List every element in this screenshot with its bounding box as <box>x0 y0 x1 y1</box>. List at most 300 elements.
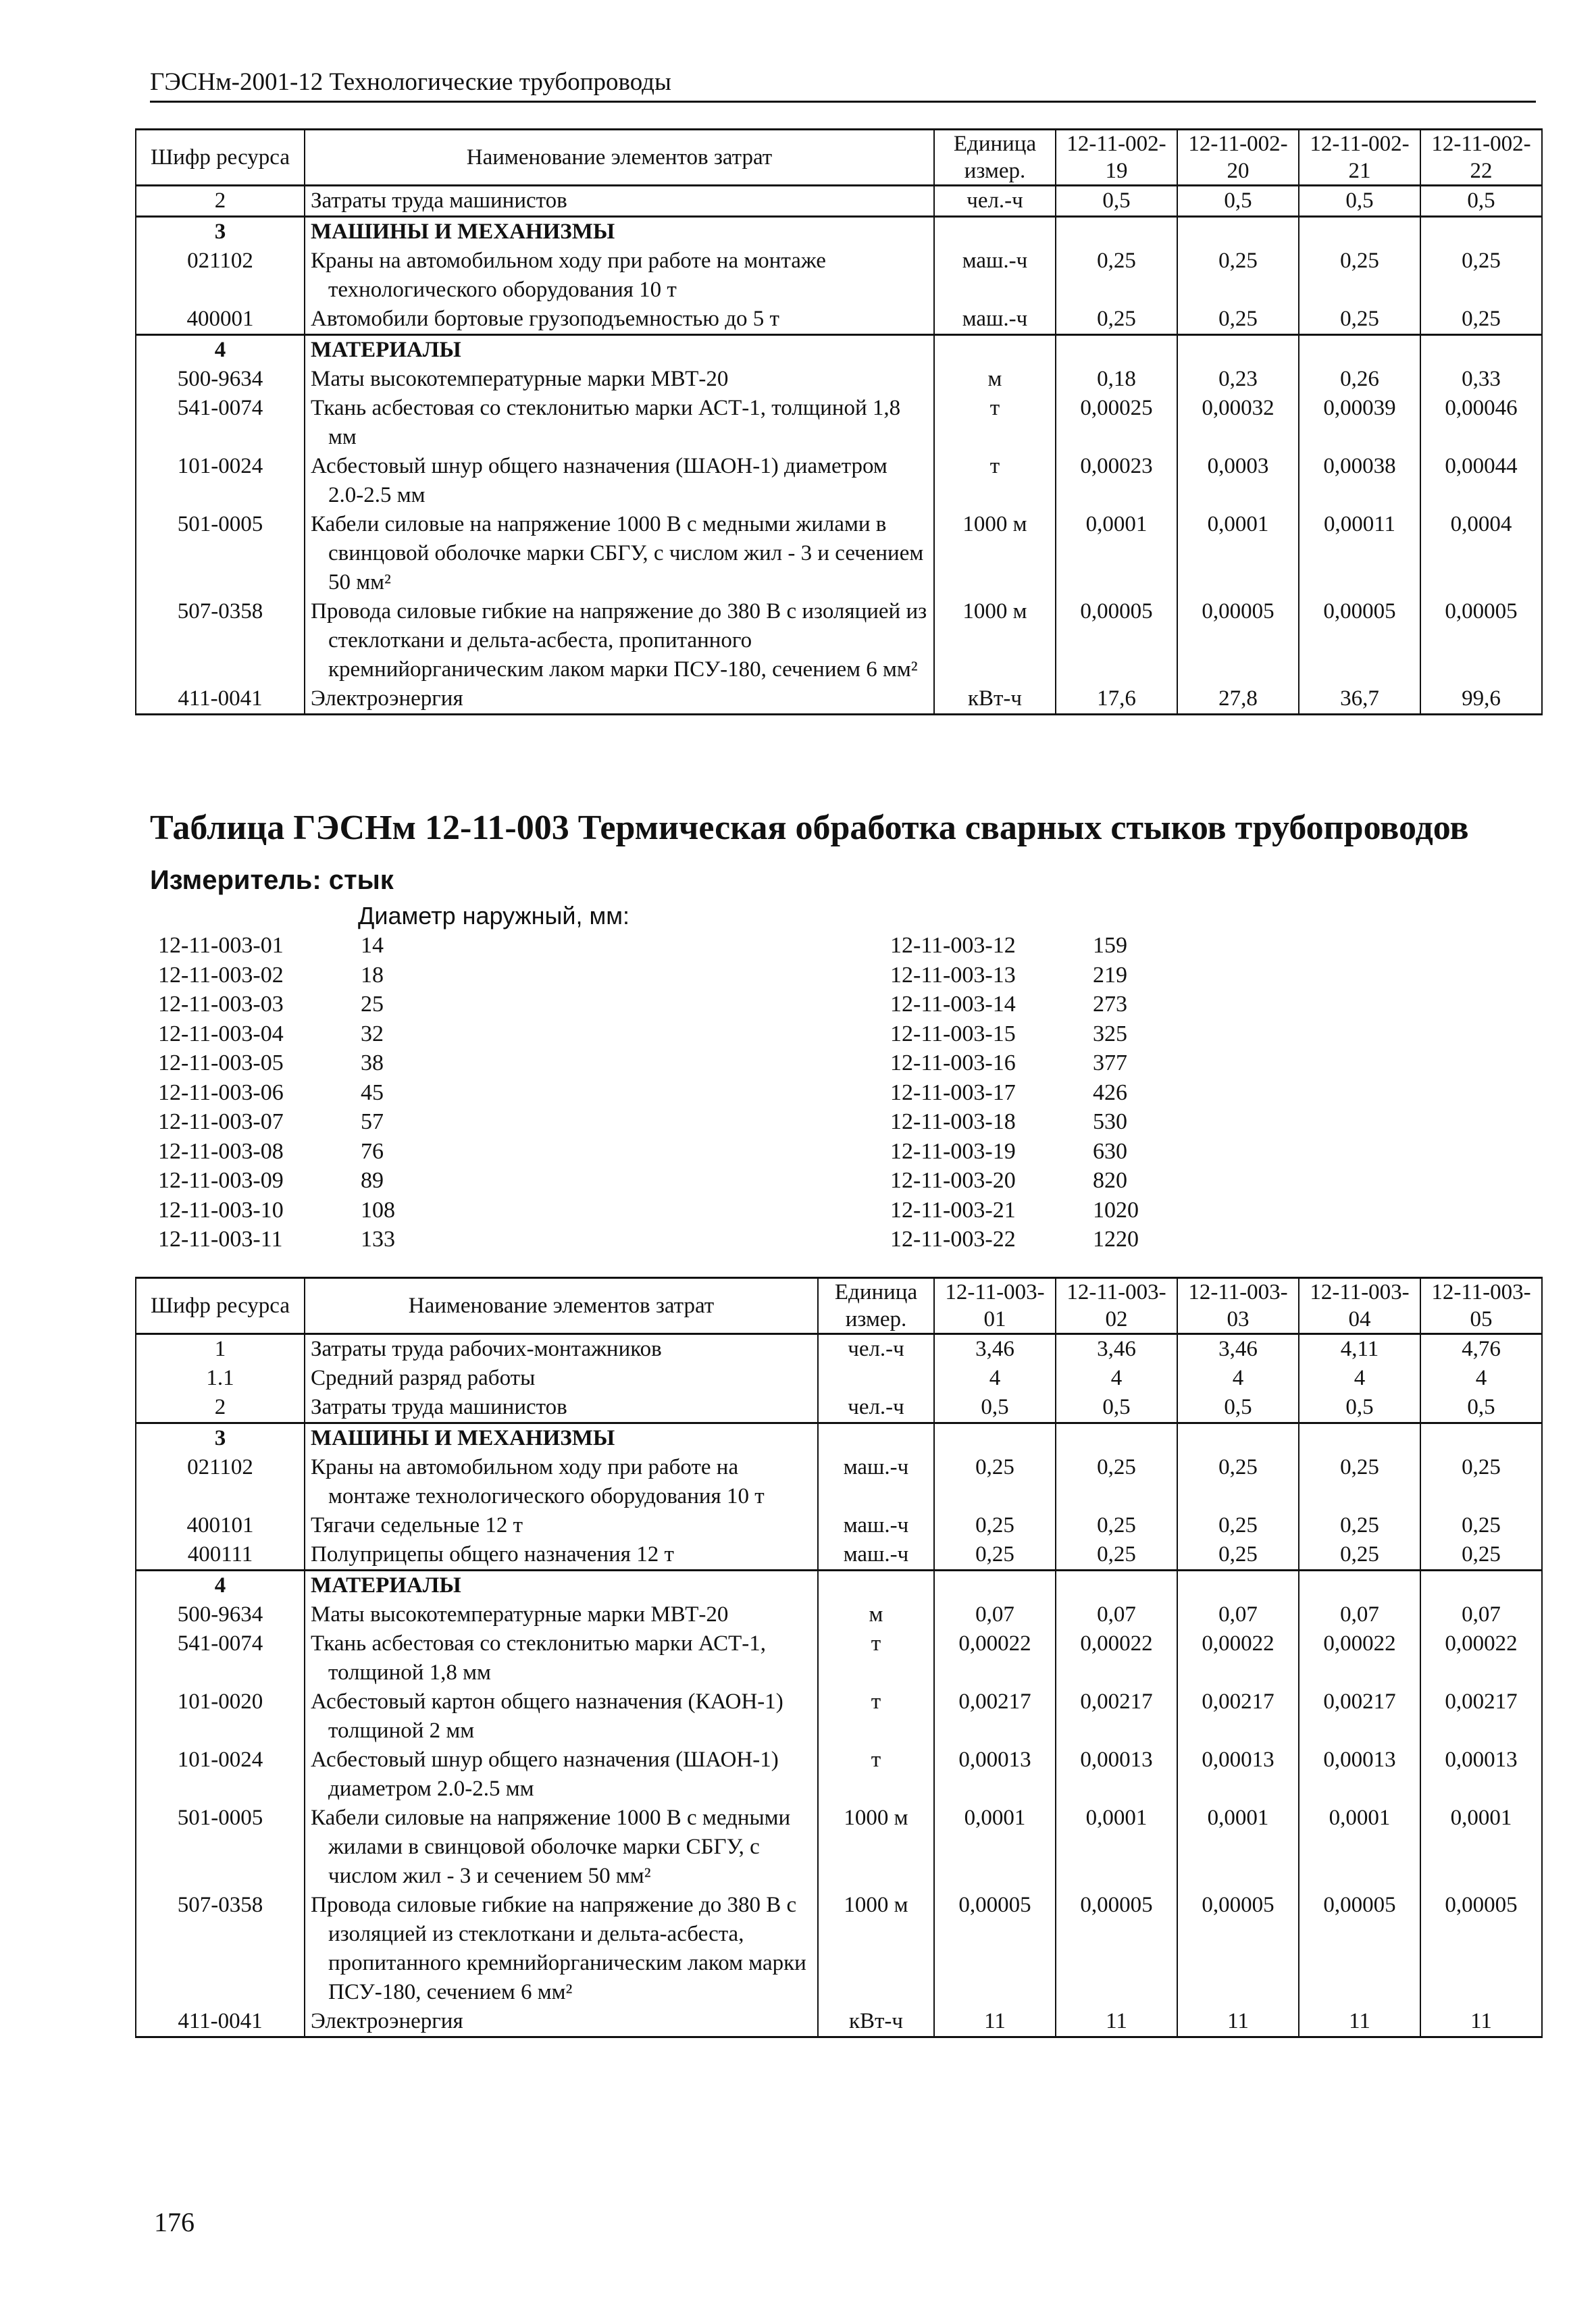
norm-code: 12-11-003-01 <box>158 933 284 958</box>
cost-item-label: Провода силовые гибкие на напряжение до 380 В с изоляцией из стеклоткани и дельта-асбеста, пропитанного кремнийорганическим лаком марки ПСУ-180, сечением 6 мм² <box>311 1893 806 2004</box>
value-cell: 4,76 <box>1420 1334 1542 1365</box>
value-cell: 0,00022 <box>1420 1629 1542 1687</box>
resource-code: 3 <box>136 1423 305 1454</box>
diameter-list-left <box>158 931 395 1254</box>
table-row <box>136 1571 1542 1601</box>
diameter-row <box>890 1107 1139 1137</box>
diameter-value: 1220 <box>1093 1227 1139 1252</box>
diameter-row <box>890 990 1139 1019</box>
value-cell: 17,6 <box>1056 684 1177 715</box>
cost-item-name <box>305 1453 818 1511</box>
diameter-value: 426 <box>1093 1079 1127 1105</box>
header-unit: Единица измер. <box>934 130 1056 186</box>
value-cell: 11 <box>1299 2007 1420 2037</box>
diameter-value: 820 <box>1093 1168 1127 1193</box>
unit-cell: кВт-ч <box>818 2007 934 2037</box>
value-cell: 0,0004 <box>1420 510 1542 597</box>
value-cell <box>1420 1571 1542 1601</box>
norm-code: 12-11-003-07 <box>158 1109 284 1134</box>
cost-item-label: Краны на автомобильном ходу при работе на монтаже технологического оборудования 10 т <box>311 1455 765 1508</box>
value-cell: 0,23 <box>1177 365 1299 394</box>
cost-item-name <box>305 1393 818 1423</box>
value-cell: 0,25 <box>1177 1511 1299 1540</box>
unit-cell: т <box>934 452 1056 510</box>
value-cell: 0,00025 <box>1056 394 1177 452</box>
value-cell: 4 <box>1056 1364 1177 1393</box>
value-cell: 0,00032 <box>1177 394 1299 452</box>
table-row <box>136 365 1542 394</box>
value-cell: 4 <box>1299 1364 1420 1393</box>
diameter-row <box>158 1048 395 1078</box>
value-cell: 0,00044 <box>1420 452 1542 510</box>
value-cell: 3,46 <box>1177 1334 1299 1365</box>
cost-item-label: Маты высокотемпературные марки МВТ-20 <box>311 1602 729 1627</box>
table-title: Таблица ГЭСНм 12-11-003 Термическая обработка сварных стыков трубопроводов <box>150 809 1469 847</box>
table-row <box>136 1393 1542 1423</box>
cost-item-name <box>305 1629 818 1687</box>
value-cell: 4 <box>1177 1364 1299 1393</box>
cost-item-name <box>305 1891 818 2007</box>
value-cell: 0,00046 <box>1420 394 1542 452</box>
value-cell: 0,25 <box>1177 1453 1299 1511</box>
cost-item-label: МАТЕРИАЛЫ <box>311 1573 461 1598</box>
value-cell <box>1177 335 1299 365</box>
unit-cell: т <box>934 394 1056 452</box>
diameter-value: 377 <box>1093 1050 1127 1075</box>
value-cell: 0,5 <box>1420 1393 1542 1423</box>
value-cell: 0,25 <box>1299 1511 1420 1540</box>
unit-cell: 1000 м <box>934 510 1056 597</box>
value-cell: 0,00022 <box>1056 1629 1177 1687</box>
value-cell: 0,00217 <box>1420 1687 1542 1746</box>
value-cell: 0,25 <box>1177 1540 1299 1571</box>
value-cell: 0,25 <box>1420 1453 1542 1511</box>
value-cell: 3,46 <box>1056 1334 1177 1365</box>
diameter-value: 32 <box>361 1021 384 1046</box>
value-cell: 99,6 <box>1420 684 1542 715</box>
value-cell: 0,0001 <box>1299 1804 1420 1891</box>
value-cell: 0,5 <box>934 1393 1056 1423</box>
cost-item-name <box>305 1804 818 1891</box>
unit-cell: м <box>934 365 1056 394</box>
value-cell <box>1177 217 1299 247</box>
resource-code: 1.1 <box>136 1364 305 1393</box>
table-row <box>136 1511 1542 1540</box>
cost-item-label: Автомобили бортовые грузоподъемностью до 5 т <box>311 307 779 331</box>
table-row <box>136 1540 1542 1571</box>
value-cell: 0,25 <box>1299 305 1420 335</box>
table-body <box>136 186 1542 715</box>
diameter-row <box>890 1078 1139 1108</box>
resource-code: 411-0041 <box>136 2007 305 2037</box>
diameter-row <box>158 1137 395 1167</box>
table-row <box>136 1804 1542 1891</box>
table-row <box>136 1334 1542 1365</box>
table-row <box>136 510 1542 597</box>
value-cell: 0,25 <box>1056 1540 1177 1571</box>
cost-item-name <box>305 1540 818 1571</box>
diameter-value: 45 <box>361 1079 384 1105</box>
value-cell: 0,00005 <box>1177 1891 1299 2007</box>
value-cell: 0,00039 <box>1299 394 1420 452</box>
value-cell: 0,00013 <box>1177 1746 1299 1804</box>
cost-item-name <box>305 186 934 217</box>
value-cell: 0,25 <box>1056 1453 1177 1511</box>
norm-code: 12-11-003-13 <box>890 962 1016 988</box>
table-row <box>136 394 1542 452</box>
unit-cell: маш.-ч <box>818 1540 934 1571</box>
value-cell: 0,00005 <box>1056 1891 1177 2007</box>
value-cell: 0,25 <box>934 1540 1056 1571</box>
value-cell: 4,11 <box>1299 1334 1420 1365</box>
resource-code: 400101 <box>136 1511 305 1540</box>
diameter-value: 57 <box>361 1109 384 1134</box>
header-name: Наименование элементов затрат <box>305 130 934 186</box>
measure-unit: Измеритель: стык <box>150 865 394 895</box>
header-col: 12-11-002-19 <box>1056 130 1177 186</box>
table-row <box>136 1687 1542 1746</box>
value-cell <box>1177 1423 1299 1454</box>
unit-cell: т <box>818 1629 934 1687</box>
cost-item-label: Электроэнергия <box>311 686 463 711</box>
diameter-row <box>890 931 1139 961</box>
header-code: Шифр ресурса <box>136 130 305 186</box>
header-col: 12-11-002-21 <box>1299 130 1420 186</box>
value-cell: 0,00022 <box>1299 1629 1420 1687</box>
cost-item-label: Кабели силовые на напряжение 1000 В с медными жилами в свинцовой оболочке марки СБГУ, с числом жил - 3 и сечением 50 мм² <box>311 512 924 594</box>
value-cell: 0,00013 <box>1299 1746 1420 1804</box>
table-row <box>136 1891 1542 2007</box>
table-row <box>136 305 1542 335</box>
diameter-value: 89 <box>361 1168 384 1193</box>
unit-cell: м <box>818 1600 934 1629</box>
diameter-row <box>158 931 395 961</box>
diameter-value: 14 <box>361 933 384 958</box>
table-row <box>136 217 1542 247</box>
unit-cell <box>818 1364 934 1393</box>
header-col: 12-11-003-01 <box>934 1278 1056 1334</box>
value-cell: 0,00005 <box>1299 1891 1420 2007</box>
value-cell: 0,00013 <box>1056 1746 1177 1804</box>
resource-code: 507-0358 <box>136 597 305 684</box>
value-cell: 0,00013 <box>934 1746 1056 1804</box>
unit-cell: маш.-ч <box>934 247 1056 305</box>
resource-code: 500-9634 <box>136 1600 305 1629</box>
page-number: 176 <box>154 2207 195 2237</box>
norm-code: 12-11-003-09 <box>158 1168 284 1193</box>
table-row <box>136 1629 1542 1687</box>
unit-cell: 1000 м <box>818 1804 934 1891</box>
cost-item-label: Затраты труда машинистов <box>311 188 567 213</box>
cost-item-label: Асбестовый картон общего назначения (КАОН-1) толщиной 2 мм <box>311 1689 783 1743</box>
value-cell: 0,00005 <box>1420 597 1542 684</box>
value-cell: 0,00013 <box>1420 1746 1542 1804</box>
unit-cell <box>934 217 1056 247</box>
cost-item-label: Асбестовый шнур общего назначения (ШАОН-1) диаметром 2.0-2.5 мм <box>311 454 887 507</box>
cost-item-label: Провода силовые гибкие на напряжение до 380 В с изоляцией из стеклоткани и дельта-асбеста, пропитанного кремнийорганическим лаком марки ПСУ-180, сечением 6 мм² <box>311 599 927 682</box>
resource-code: 101-0024 <box>136 452 305 510</box>
table-row <box>136 1364 1542 1393</box>
diameter-row <box>158 1166 395 1196</box>
cost-item-label: МАШИНЫ И МЕХАНИЗМЫ <box>311 220 615 244</box>
cost-item-name <box>305 1423 818 1454</box>
table-row <box>136 1746 1542 1804</box>
diameter-row <box>890 1137 1139 1167</box>
cost-item-label: МАШИНЫ И МЕХАНИЗМЫ <box>311 1426 615 1450</box>
cost-item-label: Полуприцепы общего назначения 12 т <box>311 1542 674 1567</box>
value-cell: 0,25 <box>1420 1511 1542 1540</box>
header-col: 12-11-003-05 <box>1420 1278 1542 1334</box>
value-cell: 0,07 <box>1177 1600 1299 1629</box>
cost-item-name <box>305 394 934 452</box>
diameter-value: 18 <box>361 962 384 988</box>
cost-table-003 <box>135 1277 1543 2038</box>
norm-code: 12-11-003-16 <box>890 1050 1016 1075</box>
value-cell: 0,0003 <box>1177 452 1299 510</box>
value-cell: 0,18 <box>1056 365 1177 394</box>
value-cell: 11 <box>934 2007 1056 2037</box>
resource-code: 021102 <box>136 247 305 305</box>
value-cell: 0,07 <box>1056 1600 1177 1629</box>
value-cell: 0,25 <box>1299 1453 1420 1511</box>
header-col: 12-11-003-04 <box>1299 1278 1420 1334</box>
cost-item-label: Краны на автомобильном ходу при работе на монтаже технологического оборудования 10 т <box>311 249 826 302</box>
norm-code: 12-11-003-10 <box>158 1197 284 1223</box>
header-name: Наименование элементов затрат <box>305 1278 818 1334</box>
norm-code: 12-11-003-03 <box>158 992 284 1017</box>
value-cell: 0,0001 <box>1056 1804 1177 1891</box>
value-cell: 0,07 <box>1420 1600 1542 1629</box>
cost-item-label: Тягачи седельные 12 т <box>311 1513 523 1537</box>
table-row <box>136 1453 1542 1511</box>
value-cell: 0,25 <box>934 1453 1056 1511</box>
diameter-row <box>158 961 395 990</box>
norm-code: 12-11-003-15 <box>890 1021 1016 1046</box>
table-header <box>136 130 1542 186</box>
diameter-row <box>158 1196 395 1225</box>
diameter-value: 38 <box>361 1050 384 1075</box>
norm-code: 12-11-003-21 <box>890 1197 1016 1223</box>
cost-item-label: МАТЕРИАЛЫ <box>311 338 461 362</box>
norm-code: 12-11-003-06 <box>158 1079 284 1105</box>
value-cell <box>1299 217 1420 247</box>
table-row <box>136 452 1542 510</box>
value-cell: 0,00005 <box>934 1891 1056 2007</box>
norm-code: 12-11-003-11 <box>158 1227 283 1252</box>
resource-code: 400001 <box>136 305 305 335</box>
header-col: 12-11-003-02 <box>1056 1278 1177 1334</box>
resource-code: 500-9634 <box>136 365 305 394</box>
cost-item-label: Кабели силовые на напряжение 1000 В с медными жилами в свинцовой оболочке марки СБГУ, с числом жил - 3 и сечением 50 мм² <box>311 1806 791 1888</box>
resource-code: 2 <box>136 186 305 217</box>
value-cell: 0,25 <box>934 1511 1056 1540</box>
cost-item-label: Затраты труда рабочих-монтажников <box>311 1337 662 1361</box>
value-cell: 0,5 <box>1056 186 1177 217</box>
table-header <box>136 1278 1542 1334</box>
table-row <box>136 597 1542 684</box>
resource-code: 101-0024 <box>136 1746 305 1804</box>
header-code: Шифр ресурса <box>136 1278 305 1334</box>
diameter-row <box>158 1019 395 1049</box>
cost-item-label: Ткань асбестовая со стеклонитью марки АСТ-1, толщиной 1,8 мм <box>311 396 901 449</box>
norm-code: 12-11-003-17 <box>890 1079 1016 1105</box>
resource-code: 1 <box>136 1334 305 1365</box>
resource-code: 411-0041 <box>136 684 305 715</box>
unit-cell <box>818 1423 934 1454</box>
resource-code: 4 <box>136 335 305 365</box>
value-cell: 11 <box>1177 2007 1299 2037</box>
value-cell: 0,00005 <box>1177 597 1299 684</box>
resource-code: 541-0074 <box>136 394 305 452</box>
value-cell: 0,00023 <box>1056 452 1177 510</box>
value-cell <box>1420 217 1542 247</box>
value-cell <box>1056 1423 1177 1454</box>
value-cell: 0,0001 <box>1177 1804 1299 1891</box>
table-row <box>136 684 1542 715</box>
unit-cell: маш.-ч <box>818 1453 934 1511</box>
cost-item-name <box>305 452 934 510</box>
unit-cell: маш.-ч <box>934 305 1056 335</box>
cost-item-label: Средний разряд работы <box>311 1366 536 1390</box>
norm-code: 12-11-003-18 <box>890 1109 1016 1134</box>
value-cell: 0,25 <box>1299 247 1420 305</box>
value-cell: 0,25 <box>1299 1540 1420 1571</box>
table-row <box>136 1600 1542 1629</box>
value-cell: 0,5 <box>1177 1393 1299 1423</box>
value-cell <box>934 1423 1056 1454</box>
value-cell: 0,25 <box>1420 305 1542 335</box>
value-cell: 0,0001 <box>1056 510 1177 597</box>
value-cell: 4 <box>1420 1364 1542 1393</box>
diameter-row <box>890 961 1139 990</box>
value-cell: 0,25 <box>1056 1511 1177 1540</box>
value-cell: 0,00022 <box>1177 1629 1299 1687</box>
value-cell: 0,00005 <box>1056 597 1177 684</box>
resource-code: 541-0074 <box>136 1629 305 1687</box>
resource-code: 101-0020 <box>136 1687 305 1746</box>
diameter-value: 25 <box>361 992 384 1017</box>
table-row <box>136 2007 1542 2037</box>
cost-item-name <box>305 1511 818 1540</box>
diameter-value: 108 <box>361 1197 395 1223</box>
header-unit: Единица измер. <box>818 1278 934 1334</box>
diameter-value: 273 <box>1093 992 1127 1017</box>
resource-code: 2 <box>136 1393 305 1423</box>
value-cell: 0,5 <box>1420 186 1542 217</box>
diameter-row <box>158 1107 395 1137</box>
diameter-row <box>890 1196 1139 1225</box>
value-cell: 4 <box>934 1364 1056 1393</box>
resource-code: 507-0358 <box>136 1891 305 2007</box>
value-cell: 0,00217 <box>1299 1687 1420 1746</box>
value-cell <box>1056 217 1177 247</box>
norm-code: 12-11-003-22 <box>890 1227 1016 1252</box>
cost-item-name <box>305 597 934 684</box>
unit-cell: чел.-ч <box>818 1393 934 1423</box>
diameter-row <box>890 1019 1139 1049</box>
value-cell: 0,00022 <box>934 1629 1056 1687</box>
value-cell: 0,0001 <box>1420 1804 1542 1891</box>
value-cell: 0,5 <box>1056 1393 1177 1423</box>
diameter-value: 630 <box>1093 1138 1127 1164</box>
diameter-value: 530 <box>1093 1109 1127 1134</box>
value-cell: 27,8 <box>1177 684 1299 715</box>
resource-code: 4 <box>136 1571 305 1601</box>
value-cell <box>1056 335 1177 365</box>
diameter-value: 325 <box>1093 1021 1127 1046</box>
value-cell: 0,25 <box>1177 247 1299 305</box>
value-cell: 0,26 <box>1299 365 1420 394</box>
value-cell: 0,25 <box>1420 1540 1542 1571</box>
page-header: ГЭСНм-2001-12 Технологические трубопроводы <box>150 68 1536 103</box>
value-cell: 11 <box>1420 2007 1542 2037</box>
unit-cell: чел.-ч <box>818 1334 934 1365</box>
cost-item-name <box>305 247 934 305</box>
diameter-value: 219 <box>1093 962 1127 988</box>
norm-code: 12-11-003-19 <box>890 1138 1016 1164</box>
value-cell: 36,7 <box>1299 684 1420 715</box>
unit-cell: т <box>818 1687 934 1746</box>
resource-code: 3 <box>136 217 305 247</box>
cost-item-name <box>305 217 934 247</box>
cost-item-label: Асбестовый шнур общего назначения (ШАОН-1) диаметром 2.0-2.5 мм <box>311 1748 779 1801</box>
value-cell: 0,00217 <box>934 1687 1056 1746</box>
diameter-row <box>158 1225 395 1254</box>
diameter-value: 76 <box>361 1138 384 1164</box>
diameter-row <box>158 1078 395 1108</box>
value-cell: 0,5 <box>1177 186 1299 217</box>
unit-cell: чел.-ч <box>934 186 1056 217</box>
value-cell <box>1299 1571 1420 1601</box>
resource-code: 501-0005 <box>136 510 305 597</box>
value-cell <box>1420 335 1542 365</box>
resource-code: 021102 <box>136 1453 305 1511</box>
value-cell: 0,25 <box>1420 247 1542 305</box>
cost-item-name <box>305 1571 818 1601</box>
table-row <box>136 1423 1542 1454</box>
value-cell: 0,07 <box>1299 1600 1420 1629</box>
value-cell: 0,25 <box>1056 247 1177 305</box>
value-cell: 0,5 <box>1299 186 1420 217</box>
cost-table-002 <box>135 128 1543 715</box>
diameter-row <box>890 1166 1139 1196</box>
value-cell: 3,46 <box>934 1334 1056 1365</box>
cost-item-name <box>305 1334 818 1365</box>
cost-item-name <box>305 1600 818 1629</box>
diameter-heading: Диаметр наружный, мм: <box>358 902 629 930</box>
value-cell: 0,00217 <box>1177 1687 1299 1746</box>
value-cell <box>1299 335 1420 365</box>
norm-code: 12-11-003-12 <box>890 933 1016 958</box>
header-col: 12-11-003-03 <box>1177 1278 1299 1334</box>
diameter-row <box>890 1225 1139 1254</box>
cost-item-name <box>305 335 934 365</box>
resource-code: 501-0005 <box>136 1804 305 1891</box>
cost-item-name <box>305 1364 818 1393</box>
value-cell: 0,00005 <box>1420 1891 1542 2007</box>
value-cell: 0,00005 <box>1299 597 1420 684</box>
cost-item-name <box>305 1746 818 1804</box>
value-cell <box>1177 1571 1299 1601</box>
unit-cell: маш.-ч <box>818 1511 934 1540</box>
cost-item-label: Маты высокотемпературные марки МВТ-20 <box>311 367 729 391</box>
cost-item-name <box>305 2007 818 2037</box>
value-cell: 0,0001 <box>934 1804 1056 1891</box>
cost-item-label: Электроэнергия <box>311 2009 463 2033</box>
diameter-value: 133 <box>361 1227 395 1252</box>
diameter-value: 159 <box>1093 933 1127 958</box>
cost-item-name <box>305 1687 818 1746</box>
